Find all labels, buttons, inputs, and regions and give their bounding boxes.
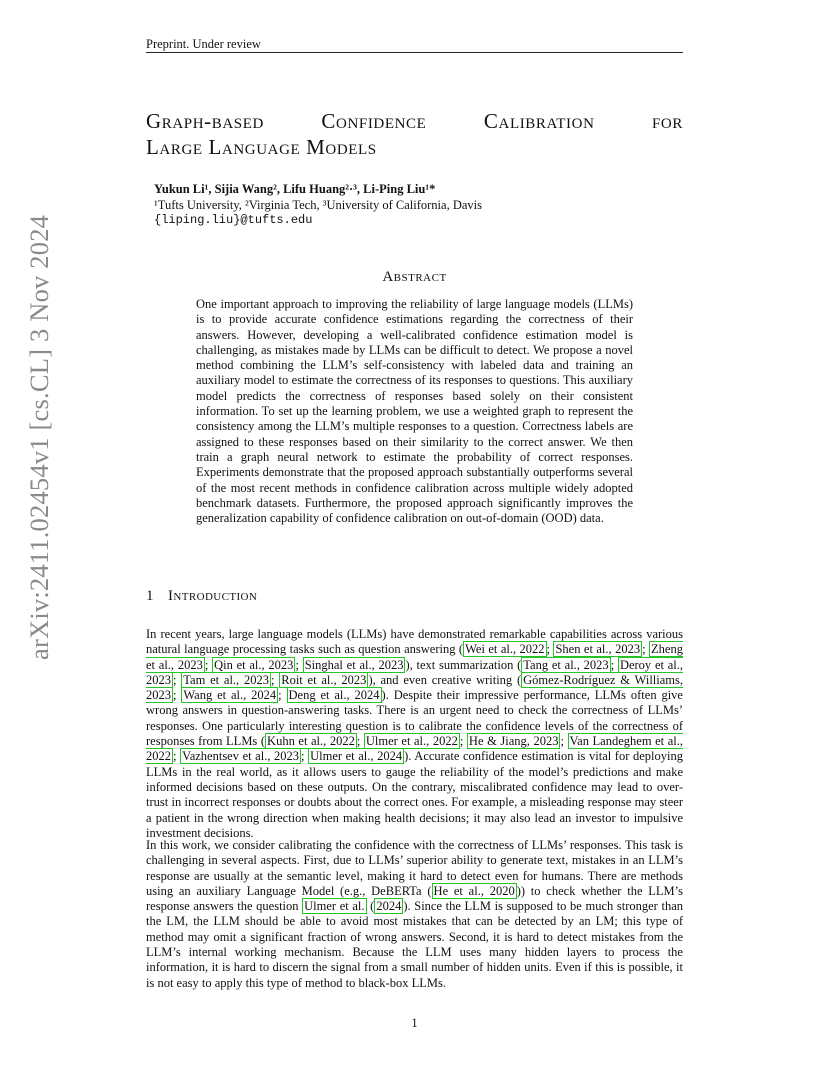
citation-link[interactable]: Roit et al., 2023 (281, 672, 367, 687)
citation-link[interactable]: Ulmer et al., 2022 (365, 734, 458, 749)
paper-title (146, 108, 683, 160)
author-names: Yukun Li¹, Sijia Wang², Lifu Huang²·³, Li-Ping Liu¹* (154, 182, 436, 196)
citation-link[interactable]: 2024 (376, 899, 402, 914)
citation-separator: ; (301, 749, 309, 764)
paragraph-text: )) to check whether the LLM’s response answers the question (146, 883, 683, 914)
title-word: Confidence (321, 109, 427, 133)
running-head: Preprint. Under review (146, 37, 261, 51)
citation-link[interactable]: Wang et al., 2024 (183, 688, 277, 703)
citation-link[interactable]: Van Landeghem et al., 2022 (146, 734, 683, 764)
citation-link[interactable]: Qin et al., 2023 (214, 657, 294, 672)
citation-link[interactable]: Shen et al., 2023 (555, 642, 641, 657)
intro-paragraph-2 (146, 838, 683, 991)
citation-link[interactable]: Vazhentsev et al., 2023 (182, 749, 300, 764)
author-email[interactable]: {liping.liu}@tufts.edu (154, 213, 313, 227)
citation-separator: ; (459, 734, 467, 749)
citation-separator: ; (546, 642, 554, 657)
citation-separator: ; (295, 657, 303, 672)
paragraph-text: In this work, we consider calibrating the confidence with the correctness of LLMs’ responses. This task is challenging in several aspects. First, due to LLMs’ superior ability to generate text, mistakes in an LLM’s response are usually at the semantic level, making it hard to detect even for humans. There are methods using an auxiliary Language Model (e.g., DeBERTa ( (146, 838, 683, 898)
citation-link[interactable]: Ulmer et al., 2024 (310, 749, 403, 764)
title-line-1 (146, 108, 683, 134)
title-word: for (651, 109, 683, 133)
paragraph-text: ), and even creative writing ( (368, 672, 522, 687)
paragraph-text: ). Despite their impressive performance, LLMs often give wrong answers in question-answering tasks. There is an urgent need to check the correctness of LLMs’ responses. One particularly interesting question is to calibrate the confidence levels of the correctness of responses from LLMs ( (146, 688, 683, 749)
page-number: 1 (411, 1016, 418, 1030)
citation-separator: ( (366, 899, 375, 914)
citation-link[interactable]: Ulmer et al. (304, 899, 365, 914)
citation-separator: ; (173, 672, 182, 687)
title-word: Calibration (483, 109, 595, 133)
citation-separator: ; (278, 688, 287, 703)
paragraph-text: In recent years, large language models (LLMs) have demonstrated remarkable capabilities across various natural language processing tasks such as question answering ( (146, 627, 683, 657)
citation-separator: ; (173, 688, 182, 703)
title-word: Graph-based (146, 109, 264, 133)
citation-link[interactable]: Kuhn et al., 2022 (267, 734, 355, 749)
citation-separator: ; (173, 749, 181, 764)
citation-link[interactable]: Gómez-Rodríguez & Williams, 2023 (146, 672, 683, 703)
header-rule (146, 52, 683, 53)
citation-link[interactable]: Zheng et al., 2023 (146, 642, 683, 672)
section-title: Introduction (168, 588, 258, 604)
citation-link[interactable]: He & Jiang, 2023 (468, 734, 559, 749)
citation-link[interactable]: Tam et al., 2023 (183, 672, 269, 687)
citation-separator: ; (356, 734, 364, 749)
author-affiliations: ¹Tufts University, ²Virginia Tech, ³University of California, Davis (154, 197, 482, 212)
section-number: 1 (146, 588, 154, 604)
paragraph-text: ), text summarization ( (405, 657, 522, 672)
title-line-2: Large Language Models (146, 135, 377, 159)
citation-separator: ; (204, 657, 213, 672)
citation-link[interactable]: Singhal et al., 2023 (304, 657, 404, 672)
citation-link[interactable]: Tang et al., 2023 (523, 657, 609, 672)
intro-paragraph-1 (146, 627, 683, 841)
citation-link[interactable]: Wei et al., 2022 (465, 642, 545, 657)
paragraph-text: ). Accurate confidence estimation is vital for deploying LLMs in the real world, as it allows users to gauge the reliability of the model’s predictions and make informed decisions based on these outputs. On the contrary, miscalibrated confidence may lead to over-trust in incorrect responses or doubts about the correct ones. For example, a misleading response may steer a patient in the wrong direction when making health decisions; it may also lead an investor to impulsive investment decisions. (146, 749, 683, 840)
citation-separator: ; (270, 672, 280, 687)
section-heading-introduction (146, 588, 683, 605)
abstract-text: One important approach to improving the reliability of large language models (LLMs) is to provide accurate confidence estimations regarding the correctness of their answers. However, developing a well-calibrated confidence estimation model is challenging, as mistakes made by LLMs can be difficult to detect. We propose a novel method combining the LLM’s self-consistency with labeled data and training an auxiliary model to estimate the correctness of its responses to questions. This auxiliary model predicts the correctness of responses based solely on their consistent information. To set up the learning problem, we use a weighted graph to represent the consistency among the LLM’s multiple responses to a question. Correctness labels are assigned to these responses based on their similarity to the correct answer. We then train a graph neural network to estimate the probability of correct responses. Experiments demonstrate that the proposed approach substantially outperforms several of the most recent methods in confidence calibration across multiple widely adopted benchmark datasets. Furthermore, the proposed approach significantly improves the generalization capability of confidence calibration on out-of-domain (OOD) data. (196, 297, 633, 526)
author-block (154, 182, 674, 229)
citation-link[interactable]: Deroy et al., 2023 (146, 657, 684, 687)
citation-link[interactable]: Deng et al., 2024 (288, 688, 380, 703)
arxiv-identifier[interactable]: arXiv:2411.02454v1 [cs.CL] 3 Nov 2024 (24, 214, 54, 660)
paragraph-text: ). Since the LLM is supposed to be much stronger than the LM, the LLM should be able to avoid most mistakes that can be detected by an LM; this type of method may omit a significant fraction of wrong answers. Second, it is hard to detect mistakes from the LLM’s internal working mechanism. Because the LLM uses many hidden layers to process the information, it is hard to discern the signal from a small number of hidden units. Even if this is possible, it is not easy to apply this type of method to black-box LLMs. (146, 899, 683, 990)
citation-separator: ; (610, 657, 618, 672)
citation-separator: ; (560, 734, 568, 749)
citation-separator: ; (642, 642, 650, 657)
citation-link[interactable]: He et al., 2020 (433, 883, 515, 898)
abstract-heading: Abstract (382, 269, 447, 285)
